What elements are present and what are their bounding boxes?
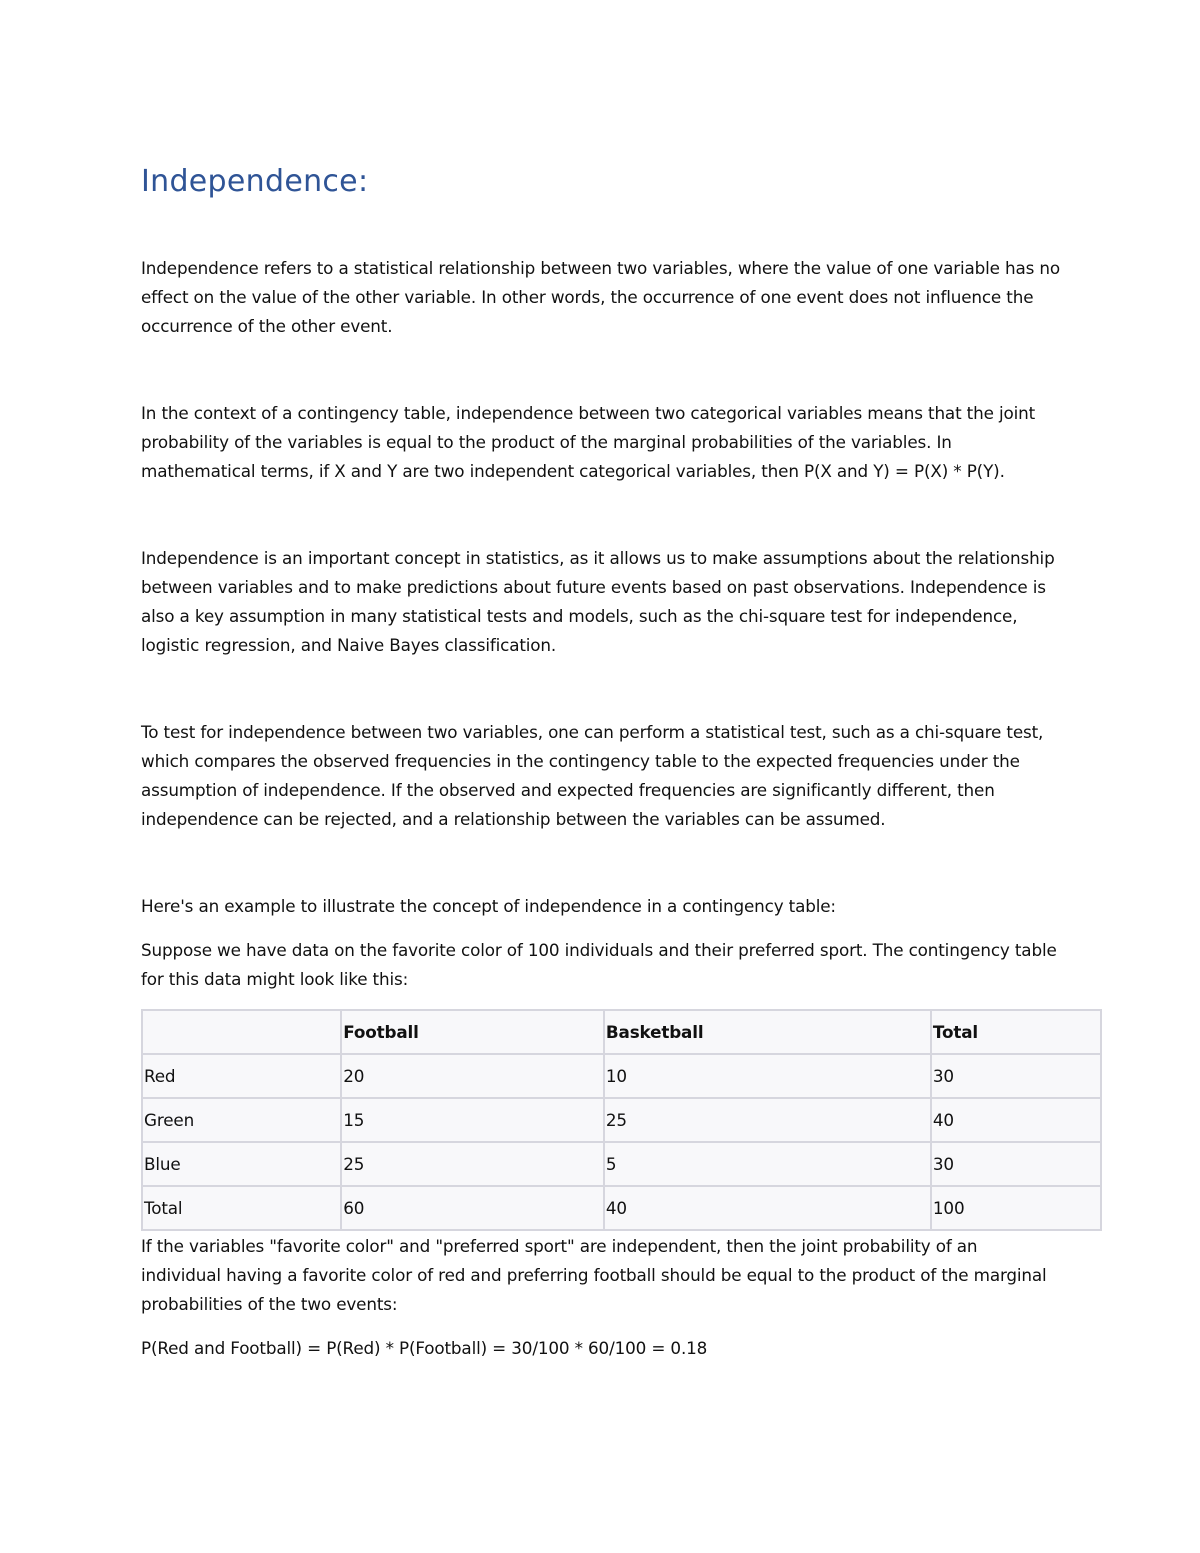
paragraph-contingency-context: In the context of a contingency table, independence between two categorical variables means that the joint probability of the variables is equal to the product of the marginal probabilities of the variables. In mathematical terms, if X and Y are two independent categorical variables, then P(X and Y) = P(X) * P(Y). — [141, 403, 1036, 481]
table-cell: 40 — [604, 1186, 931, 1230]
table-cell: Green — [142, 1098, 341, 1142]
paragraph-suppose: Suppose we have data on the favorite color of 100 individuals and their preferred sport. The contingency table for this data might look like this: — [141, 940, 1057, 989]
table-cell: Blue — [142, 1142, 341, 1186]
paragraph-example-intro: Here's an example to illustrate the concept of independence in a contingency table: — [141, 896, 836, 916]
table-row — [142, 1098, 1101, 1142]
table-header-cell: Football — [341, 1010, 604, 1054]
table-header-cell: Total — [931, 1010, 1101, 1054]
table-row — [142, 1054, 1101, 1098]
table-cell: 30 — [931, 1054, 1101, 1098]
contingency-table — [141, 1009, 1102, 1231]
table-cell: Total — [142, 1186, 341, 1230]
table-header-cell: Basketball — [604, 1010, 931, 1054]
table-cell: 20 — [341, 1054, 604, 1098]
table-row — [142, 1142, 1101, 1186]
paragraph-after-table: If the variables "favorite color" and "preferred sport" are independent, then the joint probability of an individual having a favorite color of red and preferring football should be equal to the product of the marginal probabilities of the two events: — [141, 1236, 1047, 1314]
paragraph-testing: To test for independence between two variables, one can perform a statistical test, such as a chi-square test, which compares the observed frequencies in the contingency table to the expected frequencies under the assumption of independence. If the observed and expected frequencies are significantly different, then independence can be rejected, and a relationship between the variables can be assumed. — [141, 722, 1044, 829]
table-cell: 15 — [341, 1098, 604, 1142]
table-cell: 25 — [341, 1142, 604, 1186]
formula-line: P(Red and Football) = P(Red) * P(Football) = 30/100 * 60/100 = 0.18 — [141, 1338, 708, 1358]
paragraph-definition: Independence refers to a statistical relationship between two variables, where the value of one variable has no effect on the value of the other variable. In other words, the occurrence of one event does not influence the occurrence of the other event. — [141, 258, 1061, 336]
paragraph-importance: Independence is an important concept in statistics, as it allows us to make assumptions about the relationship between variables and to make predictions about future events based on past observations. Independence is also a key assumption in many statistical tests and models, such as the chi-square test for independence, logistic regression, and Naive Bayes classification. — [141, 548, 1055, 655]
table-row — [142, 1186, 1101, 1230]
table-cell: 40 — [931, 1098, 1101, 1142]
table-cell: 5 — [604, 1142, 931, 1186]
table-header-cell — [142, 1010, 341, 1054]
table-cell: 25 — [604, 1098, 931, 1142]
page-title: Independence: — [141, 164, 369, 199]
table-cell: Red — [142, 1054, 341, 1098]
table-cell: 30 — [931, 1142, 1101, 1186]
table-cell: 100 — [931, 1186, 1101, 1230]
table-header-row — [142, 1010, 1101, 1054]
table-cell: 60 — [341, 1186, 604, 1230]
document-content — [141, 160, 1061, 1363]
table-cell: 10 — [604, 1054, 931, 1098]
